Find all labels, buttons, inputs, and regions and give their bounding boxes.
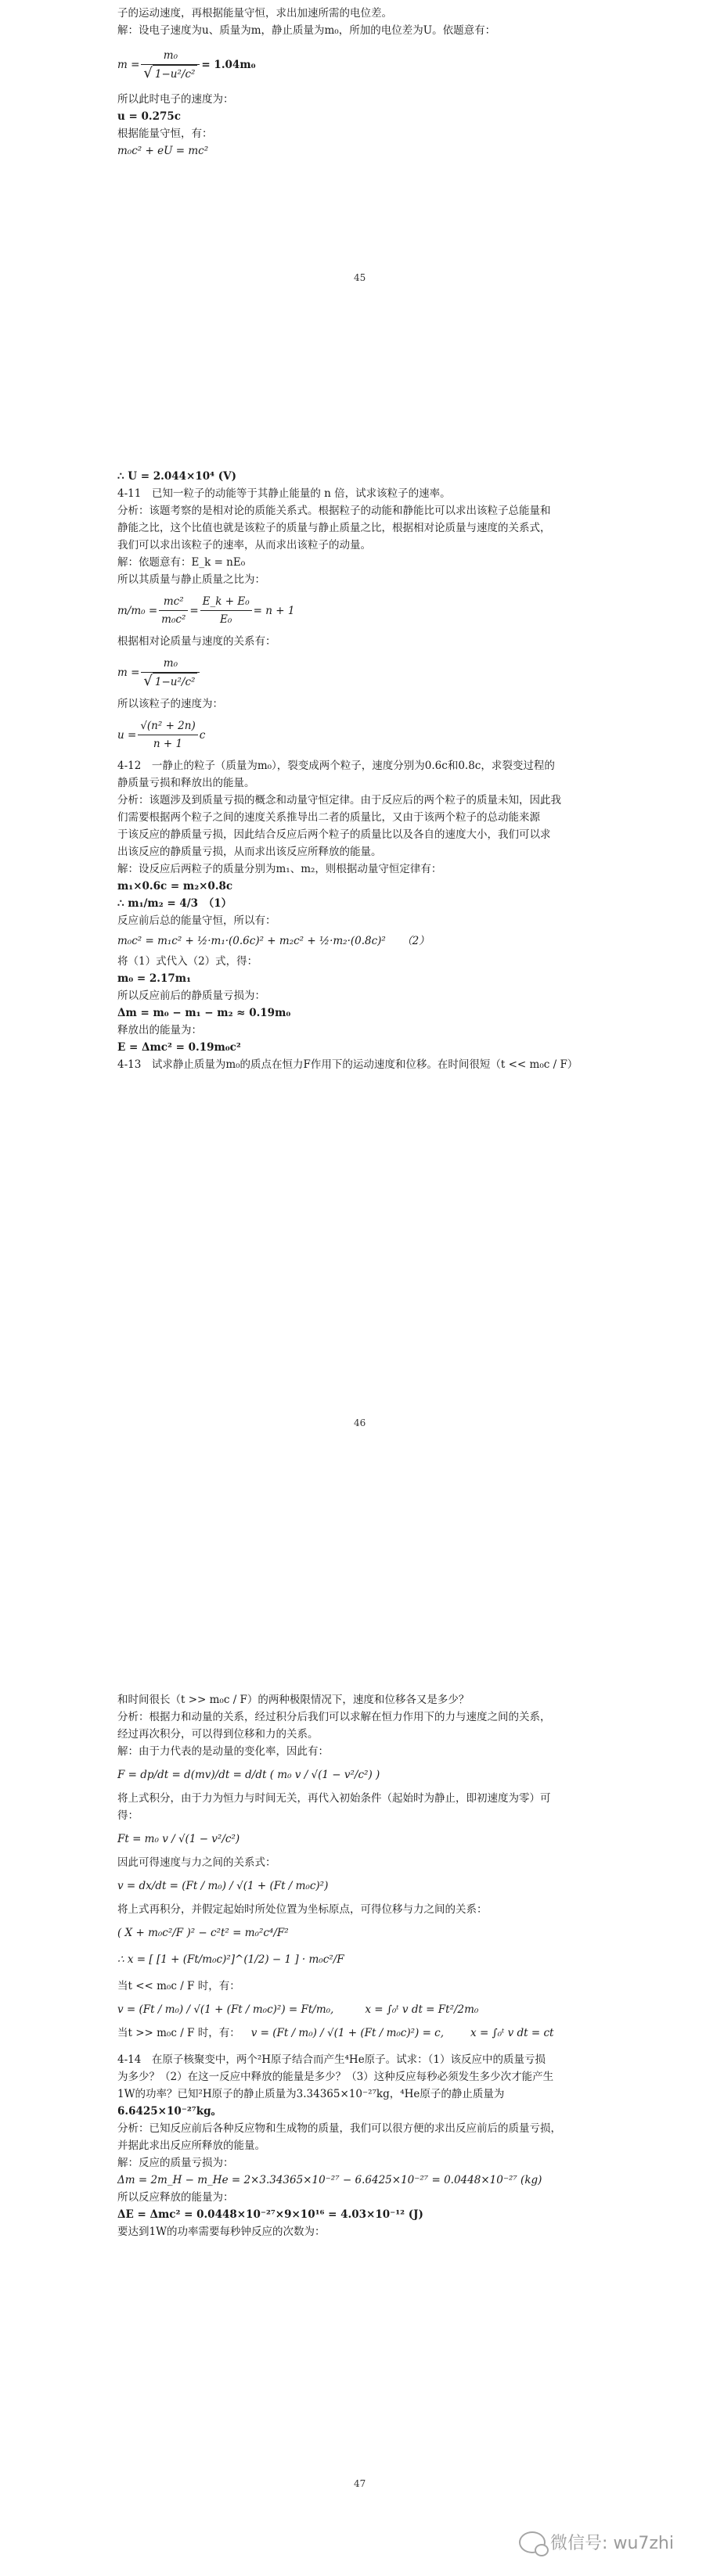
text-line: 要达到1W的功率需要每秒钟反应的次数为： [117,2226,326,2238]
text-line: 4-12 一静止的粒子（质量为m₀），裂变成两个粒子，速度分别为0.6c和0.8c，求裂变过程的 [117,760,555,772]
denominator: m₀c² [161,613,186,626]
numerator: √(n² + 2n) [138,717,197,735]
text-line: 4-14 在原子核聚变中，两个²H原子结合而产生⁴He原子。试求：（1）该反应中的质量亏损 [117,2053,546,2066]
eq-velocity: v = (Ft / m₀) / √(1 + (Ft / m₀c)²) = Ft/m₀, [117,2003,334,2016]
watermark-text: 微信号: wu7zhi [550,2534,674,2553]
text-line: m₀c² = m₁c² + ½·m₁·(0.6c)² + m₂c² + ½·m₂·(0.8c)² （2） [117,935,430,947]
text-line: m₁×0.6c = m₂×0.8c [117,880,233,893]
text-line: 分析：已知反应前后各种反应物和生成物的质量，我们可以很方便的求出反应前后的质量亏损， [117,2122,561,2135]
eq-velocity: v = (Ft / m₀) / √(1 + (Ft / m₀c)²) = c, [250,2027,445,2039]
eq-displacement: x = ∫₀ᵗ v dt = ct [470,2027,554,2039]
text-line: 解：依题意有：E_k = nE₀ [117,556,246,569]
text-line: 6.6425×10⁻²⁷kg。 [117,2105,222,2118]
page-47-text [117,1691,618,2240]
page-number: 46 [354,1417,366,1428]
text-line: 反应前后总的能量守恒，所以有： [117,914,276,927]
text-line: ∴ m₁/m₂ = 4/3 （1） [117,897,232,910]
text-line: 当t << m₀c / F 时，有： [117,1980,240,1992]
equation-force: F = dp/dt = d(mv)/dt = d/dt ( m₀ v / √(1 − v²/c²) ) [117,1769,380,1781]
text-line: 所以其质量与静止质量之比为： [117,573,265,586]
text-line: 得： [117,1809,139,1822]
equation-displacement-squared: ( X + m₀c²/F )² − c²t² = m₀²c⁴/F² [117,1927,289,1939]
wechat-icon [519,2531,546,2553]
numerator: m₀ [141,47,200,65]
eq-rhs: c [199,728,206,742]
text-line: 并据此求出反应所释放的能量。 [117,2139,265,2152]
text-line: 因此可得速度与力之间的关系式： [117,1856,276,1869]
text-line: u = 0.275c [117,110,182,123]
denominator: √ 1−u²/c² [141,65,200,83]
denominator: √ 1−u²/c² [141,673,200,691]
equation-ratio: m/m₀ = $\frac{\text{mc²}}{\text{m₀c²}}$ = $\frac{\text{E\_k + E₀}}{\text{E₀}}$ = n + 1 [117,593,618,628]
text-line: 于该反应的静质量亏损，因此结合反应后两个粒子的质量比以及各自的速度大小，我们可以求 [117,828,551,841]
eq-rhs: = n + 1 [253,604,295,617]
text-line: 分析：根据力和动量的关系，经过积分后我们可以求解在恒力作用下的力与速度之间的关系， [117,1711,551,1723]
numerator: mc² [159,593,188,611]
text-line: 我们可以求出该粒子的速率，从而求出该粒子的动量。 [117,539,371,551]
text-line: 们需要根据两个粒子之间的速度关系推导出二者的质量比，又由于该两个粒子的总动能来源 [117,811,540,824]
numerator: m₀ [141,655,200,673]
numerator: E_k + E₀ [200,593,252,611]
text-line: m₀ = 2.17m₁ [117,972,191,985]
equation-energy: ΔE = Δmc² = 0.0448×10⁻²⁷×9×10¹⁶ = 4.03×10⁻¹² (J) [117,2208,423,2221]
text-line: 将上式再积分，并假定起始时所处位置为坐标原点，可得位移与力之间的关系： [117,1903,488,1916]
equation-short-time [117,2001,618,2018]
eq-rhs: = 1.04m₀ [201,59,256,71]
denominator: E₀ [220,613,232,626]
text-line: 将上式积分，由于力为恒力与时间无关，再代入初始条件（起始时为静止，即初速度为零）可 [117,1792,551,1805]
text-line: 子的运动速度，再根据能量守恒，求出加速所需的电位差。 [117,7,392,20]
text-line: 分析：该题涉及到质量亏损的概念和动量守恒定律。由于反应后的两个粒子的质量未知，因此我 [117,794,561,807]
text-line: 所以反应释放的能量为： [117,2191,234,2204]
text-line: Δm = m₀ − m₁ − m₂ ≈ 0.19m₀ [117,1007,291,1019]
text-line: 当t >> m₀c / F 时，有： [117,2027,240,2039]
text-line: 为多少？（2）在这一反应中释放的能量是多少？（3）这种反应每秒必须发生多少次才能产生 [117,2071,554,2083]
text-line: 静能之比，这个比值也就是该粒子的质量与静止质量之比，根据相对论质量与速度的关系式， [117,522,551,534]
eq-lhs: m = [117,666,140,679]
text-line: 出该反应的静质量亏损，从而求出该反应所释放的能量。 [117,846,382,858]
equation-impulse: Ft = m₀ v / √(1 − v²/c²) [117,1833,240,1845]
text-line: 根据能量守恒，有： [117,128,213,140]
equation-velocity: v = dx/dt = (Ft / m₀) / √(1 + (Ft / m₀c)²) [117,1880,329,1892]
eq-lhs: m = [117,59,140,71]
equation-mass-defect: Δm = 2m_H − m_He = 2×3.34365×10⁻²⁷ − 6.6425×10⁻²⁷ = 0.0448×10⁻²⁷ (kg) [117,2174,542,2186]
text-line: 所以该粒子的速度为： [117,698,223,710]
equation-displacement: ∴ x = [ [1 + (Ft/m₀c)²]^(1/2) − 1 ] · m₀c²/F [117,1953,344,1966]
text-line: 4-11 已知一粒子的动能等于其静止能量的 n 倍，试求该粒子的速率。 [117,487,451,500]
text-line: 4-13 试求静止质量为m₀的质点在恒力F作用下的运动速度和位移。在时间很短（t << m₀c / F） [117,1058,578,1071]
text-line: 分析：该题考察的是相对论的质能关系式。根据粒子的动能和静能比可以求出该粒子总能量和 [117,505,551,517]
text-line: E = Δmc² = 0.19m₀c² [117,1041,241,1054]
eq-displacement: x = ∫₀ᵗ v dt = Ft²/2m₀ [365,2003,479,2016]
watermark [519,2530,674,2554]
page-number: 47 [354,2478,366,2489]
text-line: ∴ U = 2.044×10⁴ (V) [117,470,237,483]
text-line: 将（1）式代入（2）式，得： [117,955,258,968]
eq-lhs: u = [117,728,137,742]
text-line: 1W的功率？已知²H原子的静止质量为3.34365×10⁻²⁷kg，⁴He原子的静止质量为 [117,2088,505,2100]
text-line: 释放出的能量为： [117,1024,202,1037]
text-line: 所以反应前后的静质量亏损为： [117,990,265,1002]
eq-lhs: m/m₀ = [117,604,158,617]
text-line: 经过再次积分，可以得到位移和力的关系。 [117,1728,319,1741]
text-line: 解：设反应后两粒子的质量分别为m₁、m₂，则根据动量守恒定律有： [117,863,442,875]
text-line: 所以此时电子的速度为： [117,93,234,106]
page-number: 45 [354,272,366,283]
text-line: 解：设电子速度为u、质量为m，静止质量为m₀，所加的电位差为U。依题意有： [117,24,496,37]
text-line: 解：由于力代表的是动量的变化率，因此有： [117,1745,329,1758]
denominator: n + 1 [153,738,183,750]
text-line: 静质量亏损和释放出的能量。 [117,777,255,789]
text-line: m₀c² + eU = mc² [117,145,209,157]
equation-long-time [117,2025,618,2042]
text-line: 和时间很长（t >> m₀c / F）的两种极限情况下，速度和位移各又是多少？ [117,1694,470,1706]
text-line: 根据相对论质量与速度的关系有： [117,635,276,648]
text-line: 解：反应的质量亏损为： [117,2157,234,2169]
